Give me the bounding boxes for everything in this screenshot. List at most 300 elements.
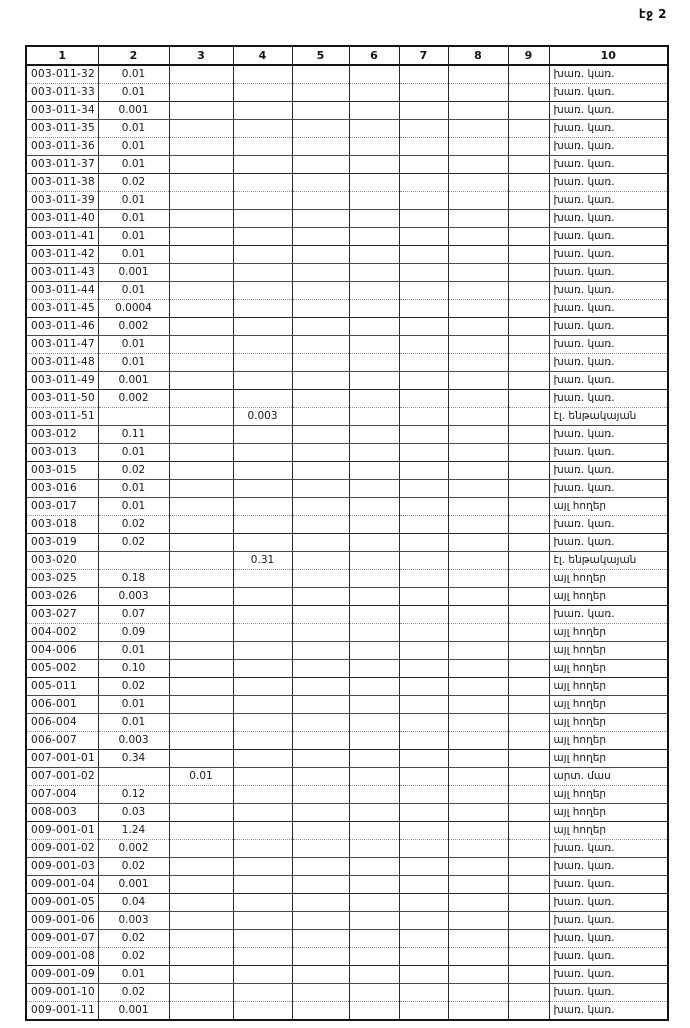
cell-col7 [399,354,448,372]
table-row [26,966,668,984]
cell-col6 [349,552,399,570]
cell-area-value: 0.003 [98,588,169,606]
cell-land-use: խառ. կառ. [549,156,668,174]
cell-parcel-code: 003-011-36 [26,138,98,156]
cell-col6 [349,408,399,426]
cell-area-value: 0.003 [98,912,169,930]
cell-col5 [292,84,349,102]
cell-area-value: 0.01 [98,336,169,354]
cell-col4-value [233,534,292,552]
cell-col3-value [169,462,233,480]
cell-col4-value [233,696,292,714]
cell-col6 [349,444,399,462]
cell-col8 [448,894,508,912]
cell-col8 [448,768,508,786]
cell-land-use: այլ հողեր [549,498,668,516]
cell-area-value: 0.01 [98,65,169,84]
cell-col6 [349,192,399,210]
cell-col3-value [169,660,233,678]
cell-col6 [349,480,399,498]
cell-land-use: խառ. կառ. [549,894,668,912]
cell-col9 [508,354,549,372]
cell-parcel-code: 003-013 [26,444,98,462]
parcel-table [25,45,669,1021]
cell-col9 [508,282,549,300]
cell-col3-value [169,228,233,246]
cell-area-value: 0.0004 [98,300,169,318]
cell-col5 [292,570,349,588]
cell-parcel-code: 003-019 [26,534,98,552]
cell-land-use: խառ. կառ. [549,534,668,552]
cell-col7 [399,768,448,786]
cell-land-use: խառ. կառ. [549,912,668,930]
cell-col6 [349,228,399,246]
table-row [26,84,668,102]
cell-land-use: խառ. կառ. [549,336,668,354]
table-row [26,372,668,390]
cell-col9 [508,264,549,282]
cell-col6 [349,984,399,1002]
cell-area-value: 0.001 [98,264,169,282]
table-row [26,930,668,948]
cell-col3-value [169,840,233,858]
cell-land-use: խառ. կառ. [549,984,668,1002]
cell-parcel-code: 003-017 [26,498,98,516]
cell-col5 [292,228,349,246]
cell-land-use: խառ. կառ. [549,390,668,408]
cell-parcel-code: 007-001-01 [26,750,98,768]
table-row [26,228,668,246]
cell-col8 [448,462,508,480]
cell-col5 [292,912,349,930]
cell-area-value: 0.01 [98,480,169,498]
cell-parcel-code: 009-001-07 [26,930,98,948]
cell-col4-value [233,768,292,786]
cell-col7 [399,786,448,804]
cell-col4-value [233,65,292,84]
cell-land-use: այլ հողեր [549,642,668,660]
cell-col5 [292,948,349,966]
cell-col8 [448,750,508,768]
cell-col8 [448,426,508,444]
cell-col4-value [233,498,292,516]
table-row [26,912,668,930]
column-header: 9 [508,46,549,65]
table-row [26,210,668,228]
cell-area-value: 0.01 [98,642,169,660]
cell-col9 [508,642,549,660]
cell-area-value: 0.01 [98,120,169,138]
cell-col5 [292,354,349,372]
cell-col4-value [233,426,292,444]
cell-col7 [399,552,448,570]
cell-col7 [399,948,448,966]
cell-col8 [448,120,508,138]
cell-col3-value [169,822,233,840]
cell-col9 [508,570,549,588]
cell-col4-value [233,192,292,210]
cell-parcel-code: 003-027 [26,606,98,624]
cell-land-use: խառ. կառ. [549,246,668,264]
cell-col6 [349,768,399,786]
cell-col9 [508,984,549,1002]
table-row [26,264,668,282]
cell-col9 [508,138,549,156]
cell-col4-value [233,390,292,408]
cell-col5 [292,102,349,120]
table-row [26,786,668,804]
cell-parcel-code: 006-007 [26,732,98,750]
cell-col7 [399,246,448,264]
cell-col7 [399,588,448,606]
cell-col6 [349,534,399,552]
cell-area-value: 0.001 [98,372,169,390]
cell-col7 [399,84,448,102]
cell-col9 [508,444,549,462]
cell-col3-value [169,804,233,822]
cell-col7 [399,984,448,1002]
cell-col4-value [233,966,292,984]
cell-col7 [399,264,448,282]
cell-land-use: խառ. կառ. [549,444,668,462]
cell-col3-value [169,786,233,804]
cell-parcel-code: 003-011-45 [26,300,98,318]
cell-col9 [508,552,549,570]
cell-col7 [399,858,448,876]
cell-col7 [399,318,448,336]
table-row [26,282,668,300]
cell-parcel-code: 003-020 [26,552,98,570]
cell-col4-value [233,264,292,282]
cell-col8 [448,480,508,498]
cell-col3-value [169,714,233,732]
cell-col9 [508,858,549,876]
cell-area-value: 0.02 [98,858,169,876]
column-header: 7 [399,46,448,65]
table-row [26,588,668,606]
cell-parcel-code: 003-011-44 [26,282,98,300]
cell-col6 [349,858,399,876]
cell-col8 [448,966,508,984]
cell-col5 [292,444,349,462]
cell-col9 [508,822,549,840]
cell-col3-value: 0.01 [169,768,233,786]
cell-col4-value [233,138,292,156]
cell-col5 [292,516,349,534]
cell-land-use: այլ հողեր [549,696,668,714]
cell-col3-value [169,696,233,714]
cell-col9 [508,390,549,408]
table-row [26,354,668,372]
cell-col4-value [233,894,292,912]
cell-col6 [349,624,399,642]
cell-col8 [448,84,508,102]
cell-col6 [349,426,399,444]
cell-col4-value [233,156,292,174]
cell-col8 [448,210,508,228]
table-row [26,246,668,264]
cell-col7 [399,930,448,948]
cell-col3-value [169,300,233,318]
cell-col5 [292,498,349,516]
cell-parcel-code: 003-011-39 [26,192,98,210]
cell-col7 [399,912,448,930]
cell-col8 [448,300,508,318]
cell-col5 [292,624,349,642]
cell-col3-value [169,318,233,336]
cell-parcel-code: 003-011-35 [26,120,98,138]
cell-col3-value [169,354,233,372]
table-row [26,876,668,894]
cell-col5 [292,174,349,192]
cell-col9 [508,462,549,480]
cell-col9 [508,426,549,444]
cell-col5 [292,318,349,336]
cell-land-use: արտ. մաս [549,768,668,786]
cell-parcel-code: 003-011-34 [26,102,98,120]
cell-col7 [399,138,448,156]
cell-area-value: 0.34 [98,750,169,768]
cell-col4-value [233,714,292,732]
cell-col3-value [169,426,233,444]
cell-col9 [508,174,549,192]
cell-col4-value [233,354,292,372]
cell-land-use: խառ. կառ. [549,138,668,156]
cell-parcel-code: 009-001-06 [26,912,98,930]
cell-parcel-code: 004-002 [26,624,98,642]
cell-land-use: խառ. կառ. [549,120,668,138]
cell-area-value: 0.02 [98,516,169,534]
cell-col5 [292,732,349,750]
cell-col8 [448,354,508,372]
cell-area-value: 0.01 [98,192,169,210]
cell-land-use: խառ. կառ. [549,480,668,498]
cell-land-use: խառ. կառ. [549,372,668,390]
cell-area-value: 0.02 [98,984,169,1002]
cell-col8 [448,876,508,894]
cell-col4-value [233,840,292,858]
cell-col9 [508,372,549,390]
cell-col9 [508,120,549,138]
cell-col4-value [233,228,292,246]
cell-col5 [292,966,349,984]
cell-col4-value [233,318,292,336]
cell-col8 [448,786,508,804]
cell-col5 [292,606,349,624]
cell-col7 [399,120,448,138]
table-row [26,642,668,660]
cell-col7 [399,678,448,696]
cell-area-value: 0.10 [98,660,169,678]
cell-col4-value [233,174,292,192]
cell-col5 [292,750,349,768]
cell-col9 [508,696,549,714]
cell-land-use: այլ հողեր [549,588,668,606]
cell-col4-value [233,786,292,804]
cell-land-use: խառ. կառ. [549,930,668,948]
cell-area-value: 0.01 [98,282,169,300]
table-row [26,732,668,750]
table-row [26,300,668,318]
cell-col4-value [233,462,292,480]
cell-col3-value [169,570,233,588]
cell-col4-value [233,876,292,894]
column-header: 5 [292,46,349,65]
cell-col4-value [233,930,292,948]
cell-col3-value [169,156,233,174]
cell-col8 [448,282,508,300]
table-row [26,426,668,444]
cell-land-use: խառ. կառ. [549,65,668,84]
cell-land-use: խառ. կառ. [549,426,668,444]
table-row [26,390,668,408]
cell-col8 [448,588,508,606]
cell-col4-value [233,120,292,138]
cell-col5 [292,714,349,732]
cell-col5 [292,642,349,660]
table-row [26,156,668,174]
cell-col8 [448,642,508,660]
cell-col3-value [169,912,233,930]
cell-col6 [349,930,399,948]
cell-col8 [448,624,508,642]
cell-col7 [399,822,448,840]
cell-col5 [292,138,349,156]
table-row [26,696,668,714]
cell-col6 [349,300,399,318]
cell-parcel-code: 003-016 [26,480,98,498]
cell-col4-value [233,570,292,588]
cell-col7 [399,498,448,516]
cell-col6 [349,354,399,372]
cell-land-use: այլ հողեր [549,822,668,840]
cell-land-use: խառ. կառ. [549,210,668,228]
cell-parcel-code: 003-011-49 [26,372,98,390]
cell-parcel-code: 003-011-38 [26,174,98,192]
cell-col4-value [233,246,292,264]
cell-col8 [448,65,508,84]
cell-col7 [399,894,448,912]
cell-col6 [349,714,399,732]
table-row [26,948,668,966]
table-row [26,1002,668,1021]
cell-col6 [349,822,399,840]
cell-parcel-code: 005-011 [26,678,98,696]
cell-col8 [448,408,508,426]
cell-col6 [349,120,399,138]
cell-col3-value [169,858,233,876]
cell-col4-value [233,948,292,966]
table-row [26,768,668,786]
cell-col5 [292,65,349,84]
cell-col7 [399,300,448,318]
cell-col7 [399,966,448,984]
cell-col7 [399,210,448,228]
cell-col4-value [233,642,292,660]
cell-col4-value [233,624,292,642]
cell-col3-value [169,588,233,606]
cell-col9 [508,948,549,966]
cell-col3-value [169,120,233,138]
table-row [26,318,668,336]
cell-col8 [448,390,508,408]
cell-col9 [508,912,549,930]
cell-col3-value [169,102,233,120]
column-header: 1 [26,46,98,65]
cell-col4-value [233,84,292,102]
column-header: 6 [349,46,399,65]
table-row [26,678,668,696]
table-row [26,624,668,642]
cell-col8 [448,930,508,948]
table-row [26,444,668,462]
cell-land-use: այլ հողեր [549,714,668,732]
cell-area-value: 0.01 [98,84,169,102]
cell-parcel-code: 009-001-10 [26,984,98,1002]
cell-col9 [508,318,549,336]
table-row [26,552,668,570]
cell-col6 [349,642,399,660]
table-row [26,192,668,210]
cell-col5 [292,660,349,678]
cell-col9 [508,678,549,696]
table-row [26,822,668,840]
cell-area-value: 0.01 [98,444,169,462]
cell-col8 [448,372,508,390]
cell-parcel-code: 007-001-02 [26,768,98,786]
cell-col4-value [233,336,292,354]
cell-land-use: խառ. կառ. [549,1002,668,1021]
cell-area-value: 0.01 [98,138,169,156]
cell-col5 [292,408,349,426]
cell-col6 [349,606,399,624]
cell-col9 [508,336,549,354]
cell-area-value: 0.002 [98,390,169,408]
cell-col8 [448,948,508,966]
cell-col6 [349,318,399,336]
cell-col6 [349,660,399,678]
cell-col3-value [169,948,233,966]
cell-col6 [349,336,399,354]
cell-col6 [349,696,399,714]
cell-col5 [292,876,349,894]
cell-area-value: 0.02 [98,174,169,192]
cell-col7 [399,750,448,768]
cell-col3-value [169,138,233,156]
cell-area-value: 0.02 [98,534,169,552]
cell-col7 [399,65,448,84]
cell-col7 [399,480,448,498]
table-body [26,65,668,1020]
cell-col8 [448,858,508,876]
cell-parcel-code: 008-003 [26,804,98,822]
cell-col5 [292,120,349,138]
cell-col7 [399,624,448,642]
column-header: 10 [549,46,668,65]
cell-col4-value [233,282,292,300]
cell-col8 [448,678,508,696]
cell-area-value: 0.02 [98,462,169,480]
column-header: 8 [448,46,508,65]
cell-col3-value [169,246,233,264]
table-row [26,804,668,822]
cell-col3-value [169,534,233,552]
cell-parcel-code: 004-006 [26,642,98,660]
cell-col7 [399,462,448,480]
cell-parcel-code: 003-011-32 [26,65,98,84]
cell-area-value: 0.01 [98,354,169,372]
table-row [26,480,668,498]
